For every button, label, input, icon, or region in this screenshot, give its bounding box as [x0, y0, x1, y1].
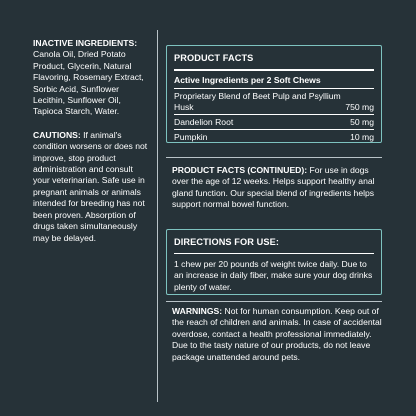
horizontal-divider [166, 157, 382, 158]
directions-text: 1 chew per 20 pounds of weight twice daily. Due to an increase in daily fiber, make sure your dog drinks plenty of water. [174, 259, 373, 292]
ingredient-row [167, 115, 381, 129]
cautions-text: If animal's condition worsens or does not improve, stop product administration and consult your veterinarian. Safe use in pregnant animals or animals intended for breeding has not been proven. Absorption of drugs taken simultaneously may be delayed. [33, 129, 148, 243]
directions-box [166, 229, 382, 295]
product-facts-continued-text: For use in dogs over the age of 12 weeks. Helps support healthy anal gland function. Our special blend of ingredients helps support normal bowel function. [172, 165, 375, 210]
warnings [172, 306, 382, 363]
vertical-divider [157, 30, 158, 402]
ingredient-amount: 50 mg [350, 117, 374, 127]
ingredient-name: Proprietary Blend of Beet Pulp and Psyllium Husk [174, 91, 341, 112]
product-facts-box [166, 45, 382, 143]
product-facts-continued [172, 165, 382, 211]
cautions [33, 130, 149, 244]
ingredient-name: Dandelion Root [174, 117, 234, 127]
inactive-ingredients-text: Canola Oil, Dried Potato Product, Glycerin, Natural Flavoring, Rosemary Extract, Sorbic Acid, Sunflower Lecithin, Sunflower Oil, Tapioca Starch, Water. [33, 49, 144, 117]
ingredient-name: Pumpkin [174, 132, 208, 142]
product-facts-continued-heading: PRODUCT FACTS (CONTINUED): [172, 165, 308, 175]
inactive-ingredients [33, 38, 149, 118]
ingredient-amount: 10 mg [350, 132, 374, 142]
warnings-text: Not for human consumption. Keep out of the reach of children and animals. In case of accidental overdose, contact a health professional immediately. Due to the tasty nature of our products, do not leave package unattended around pets. [172, 306, 382, 362]
warnings-heading: WARNINGS: [172, 306, 223, 316]
ingredient-row [167, 89, 381, 114]
inactive-ingredients-heading: INACTIVE INGREDIENTS: [33, 38, 138, 48]
ingredient-row [167, 130, 381, 144]
directions-title: DIRECTIONS FOR USE: [174, 237, 280, 247]
product-facts-title: PRODUCT FACTS [174, 53, 254, 63]
ingredient-amount: 750 mg [345, 102, 374, 112]
left-column [33, 38, 149, 256]
cautions-heading: CAUTIONS: [33, 129, 81, 140]
active-ingredients-subheading: Active Ingredients per 2 Soft Chews [174, 75, 321, 85]
horizontal-divider [166, 301, 382, 302]
